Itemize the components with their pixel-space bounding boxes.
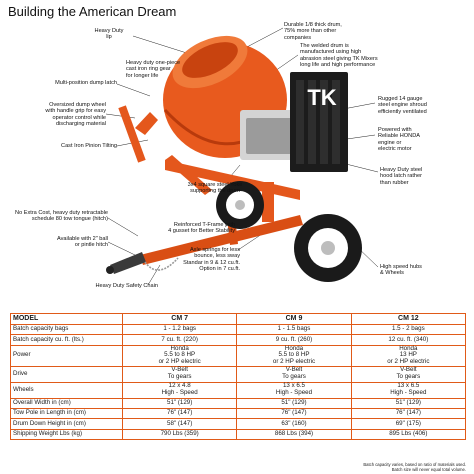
header-cm12: CM 12 bbox=[351, 314, 465, 325]
engine-shroud bbox=[290, 72, 348, 172]
callout-durable-drum: Durable 1/8 thick drum, 75% more than other companies bbox=[284, 22, 342, 41]
callout-powered-with: Powered with Reliable HONDA engine or electric motor bbox=[378, 127, 420, 153]
callout-safety-chain: Heavy Duty Safety Chain bbox=[95, 283, 158, 289]
table-cell: 51" (129) bbox=[237, 398, 351, 408]
table-row bbox=[11, 408, 466, 418]
table-body bbox=[11, 325, 466, 440]
callout-hood-latch: Heavy Duty steel hood latch rather than rubber bbox=[380, 167, 423, 186]
table-cell: 51" (129) bbox=[351, 398, 465, 408]
table-cell: V-Belt To gears bbox=[123, 366, 237, 382]
table-row bbox=[11, 429, 466, 439]
row-label: Drive bbox=[11, 366, 123, 382]
table-cell: 76" (147) bbox=[123, 408, 237, 418]
table-row bbox=[11, 366, 466, 382]
callout-yoke: 3x4 square steel Yoke supporting the drum bbox=[187, 182, 243, 195]
header-cm9: CM 9 bbox=[237, 314, 351, 325]
callout-welded-drum: The welded drum is manufactured using high abrasion steel giving TK Mixers long life and high performance bbox=[300, 43, 378, 69]
header-cm7: CM 7 bbox=[123, 314, 237, 325]
callout-axle-springs: Axle springs for less bounce, less sway Standar in 9 & 12 cu.ft. Option in 7 cu.ft. bbox=[183, 247, 240, 273]
page-title: Building the American Dream bbox=[8, 4, 177, 19]
callout-speed-hubs: High speed hubs & Wheels bbox=[380, 264, 422, 277]
table-header-row bbox=[11, 314, 466, 325]
row-label: Wheels bbox=[11, 382, 123, 398]
callout-steel-engine: Rugged 14 gauge steel engine shroud efficiently ventilated bbox=[378, 96, 427, 115]
table-cell: 12 x 4.8 High - Speed bbox=[123, 382, 237, 398]
table-cell: 51" (129) bbox=[123, 398, 237, 408]
callout-cast-iron-ring: Heavy duty one-piece cast iron ring gear for longer life bbox=[126, 60, 181, 79]
row-label: Overall Width in (cm) bbox=[11, 398, 123, 408]
row-label: Drum Down Height in (cm) bbox=[11, 419, 123, 429]
table-cell: 76" (147) bbox=[237, 408, 351, 418]
callout-no-extra-cost: No Extra Cost, heavy duty retractable schedule 80 tow tongue (hitch) bbox=[15, 210, 108, 223]
callout-tframe: Reinforced T-Frame with 4 gusset for Better Stability bbox=[168, 222, 235, 235]
callout-heavy-duty-lip: Heavy Duty lip bbox=[94, 28, 124, 41]
table-cell: V-Belt To gears bbox=[351, 366, 465, 382]
table-cell: 895 Lbs (406) bbox=[351, 429, 465, 439]
table-cell: 69" (175) bbox=[351, 419, 465, 429]
table-cell: 13 x 6.5 High - Speed bbox=[351, 382, 465, 398]
table-cell: 13 x 6.5 High - Speed bbox=[237, 382, 351, 398]
table-cell: 76" (147) bbox=[351, 408, 465, 418]
table-cell: V-Belt To gears bbox=[237, 366, 351, 382]
table-cell: Honda 13 HP or 2 HP electric bbox=[351, 345, 465, 366]
table-row bbox=[11, 325, 466, 335]
callout-dump-latch: Multi-position dump latch bbox=[55, 80, 117, 86]
table-row bbox=[11, 382, 466, 398]
callout-dump-wheel: Oversized dump wheel with handle grip for easy operator control while discharging material bbox=[45, 102, 106, 128]
wheel-rear bbox=[294, 214, 362, 282]
table-row bbox=[11, 398, 466, 408]
table-cell: 868 Lbs (394) bbox=[237, 429, 351, 439]
mixer-drum bbox=[163, 25, 300, 160]
table-cell: 12 cu. ft. (340) bbox=[351, 335, 465, 345]
table-cell: 790 Lbs (359) bbox=[123, 429, 237, 439]
row-label: Tow Pole in Length in (cm) bbox=[11, 408, 123, 418]
table-cell: 58" (147) bbox=[123, 419, 237, 429]
row-label: Batch capacity cu. ft. (lts.) bbox=[11, 335, 123, 345]
specifications-table bbox=[10, 313, 466, 440]
table-row bbox=[11, 419, 466, 429]
footnote: Batch capacity varies, based on ratio of materials used. Batch size will never equal total volume. bbox=[363, 462, 466, 472]
table-cell: 63" (160) bbox=[237, 419, 351, 429]
table-cell: 1 - 1.5 bags bbox=[237, 325, 351, 335]
table-cell: 7 cu. ft. (220) bbox=[123, 335, 237, 345]
table-cell: Honda 5.5 to 8 HP or 2 HP electric bbox=[237, 345, 351, 366]
table-cell: 9 cu. ft. (260) bbox=[237, 335, 351, 345]
row-label: Shipping Weight Lbs (kg) bbox=[11, 429, 123, 439]
table-row bbox=[11, 335, 466, 345]
callout-available-ball: Available with 2" ball or pintle hitch bbox=[56, 236, 108, 249]
tk-logo: TK bbox=[307, 85, 337, 110]
row-label: Batch capacity bags bbox=[11, 325, 123, 335]
table-row bbox=[11, 345, 466, 366]
header-model: MODEL bbox=[11, 314, 123, 325]
callout-pinion: Cast Iron Pinion Tilting bbox=[61, 143, 117, 149]
table-cell: Honda 5.5 to 8 HP or 2 HP electric bbox=[123, 345, 237, 366]
row-label: Power bbox=[11, 345, 123, 366]
table-cell: 1 - 1.2 bags bbox=[123, 325, 237, 335]
table-cell: 1.5 - 2 bags bbox=[351, 325, 465, 335]
